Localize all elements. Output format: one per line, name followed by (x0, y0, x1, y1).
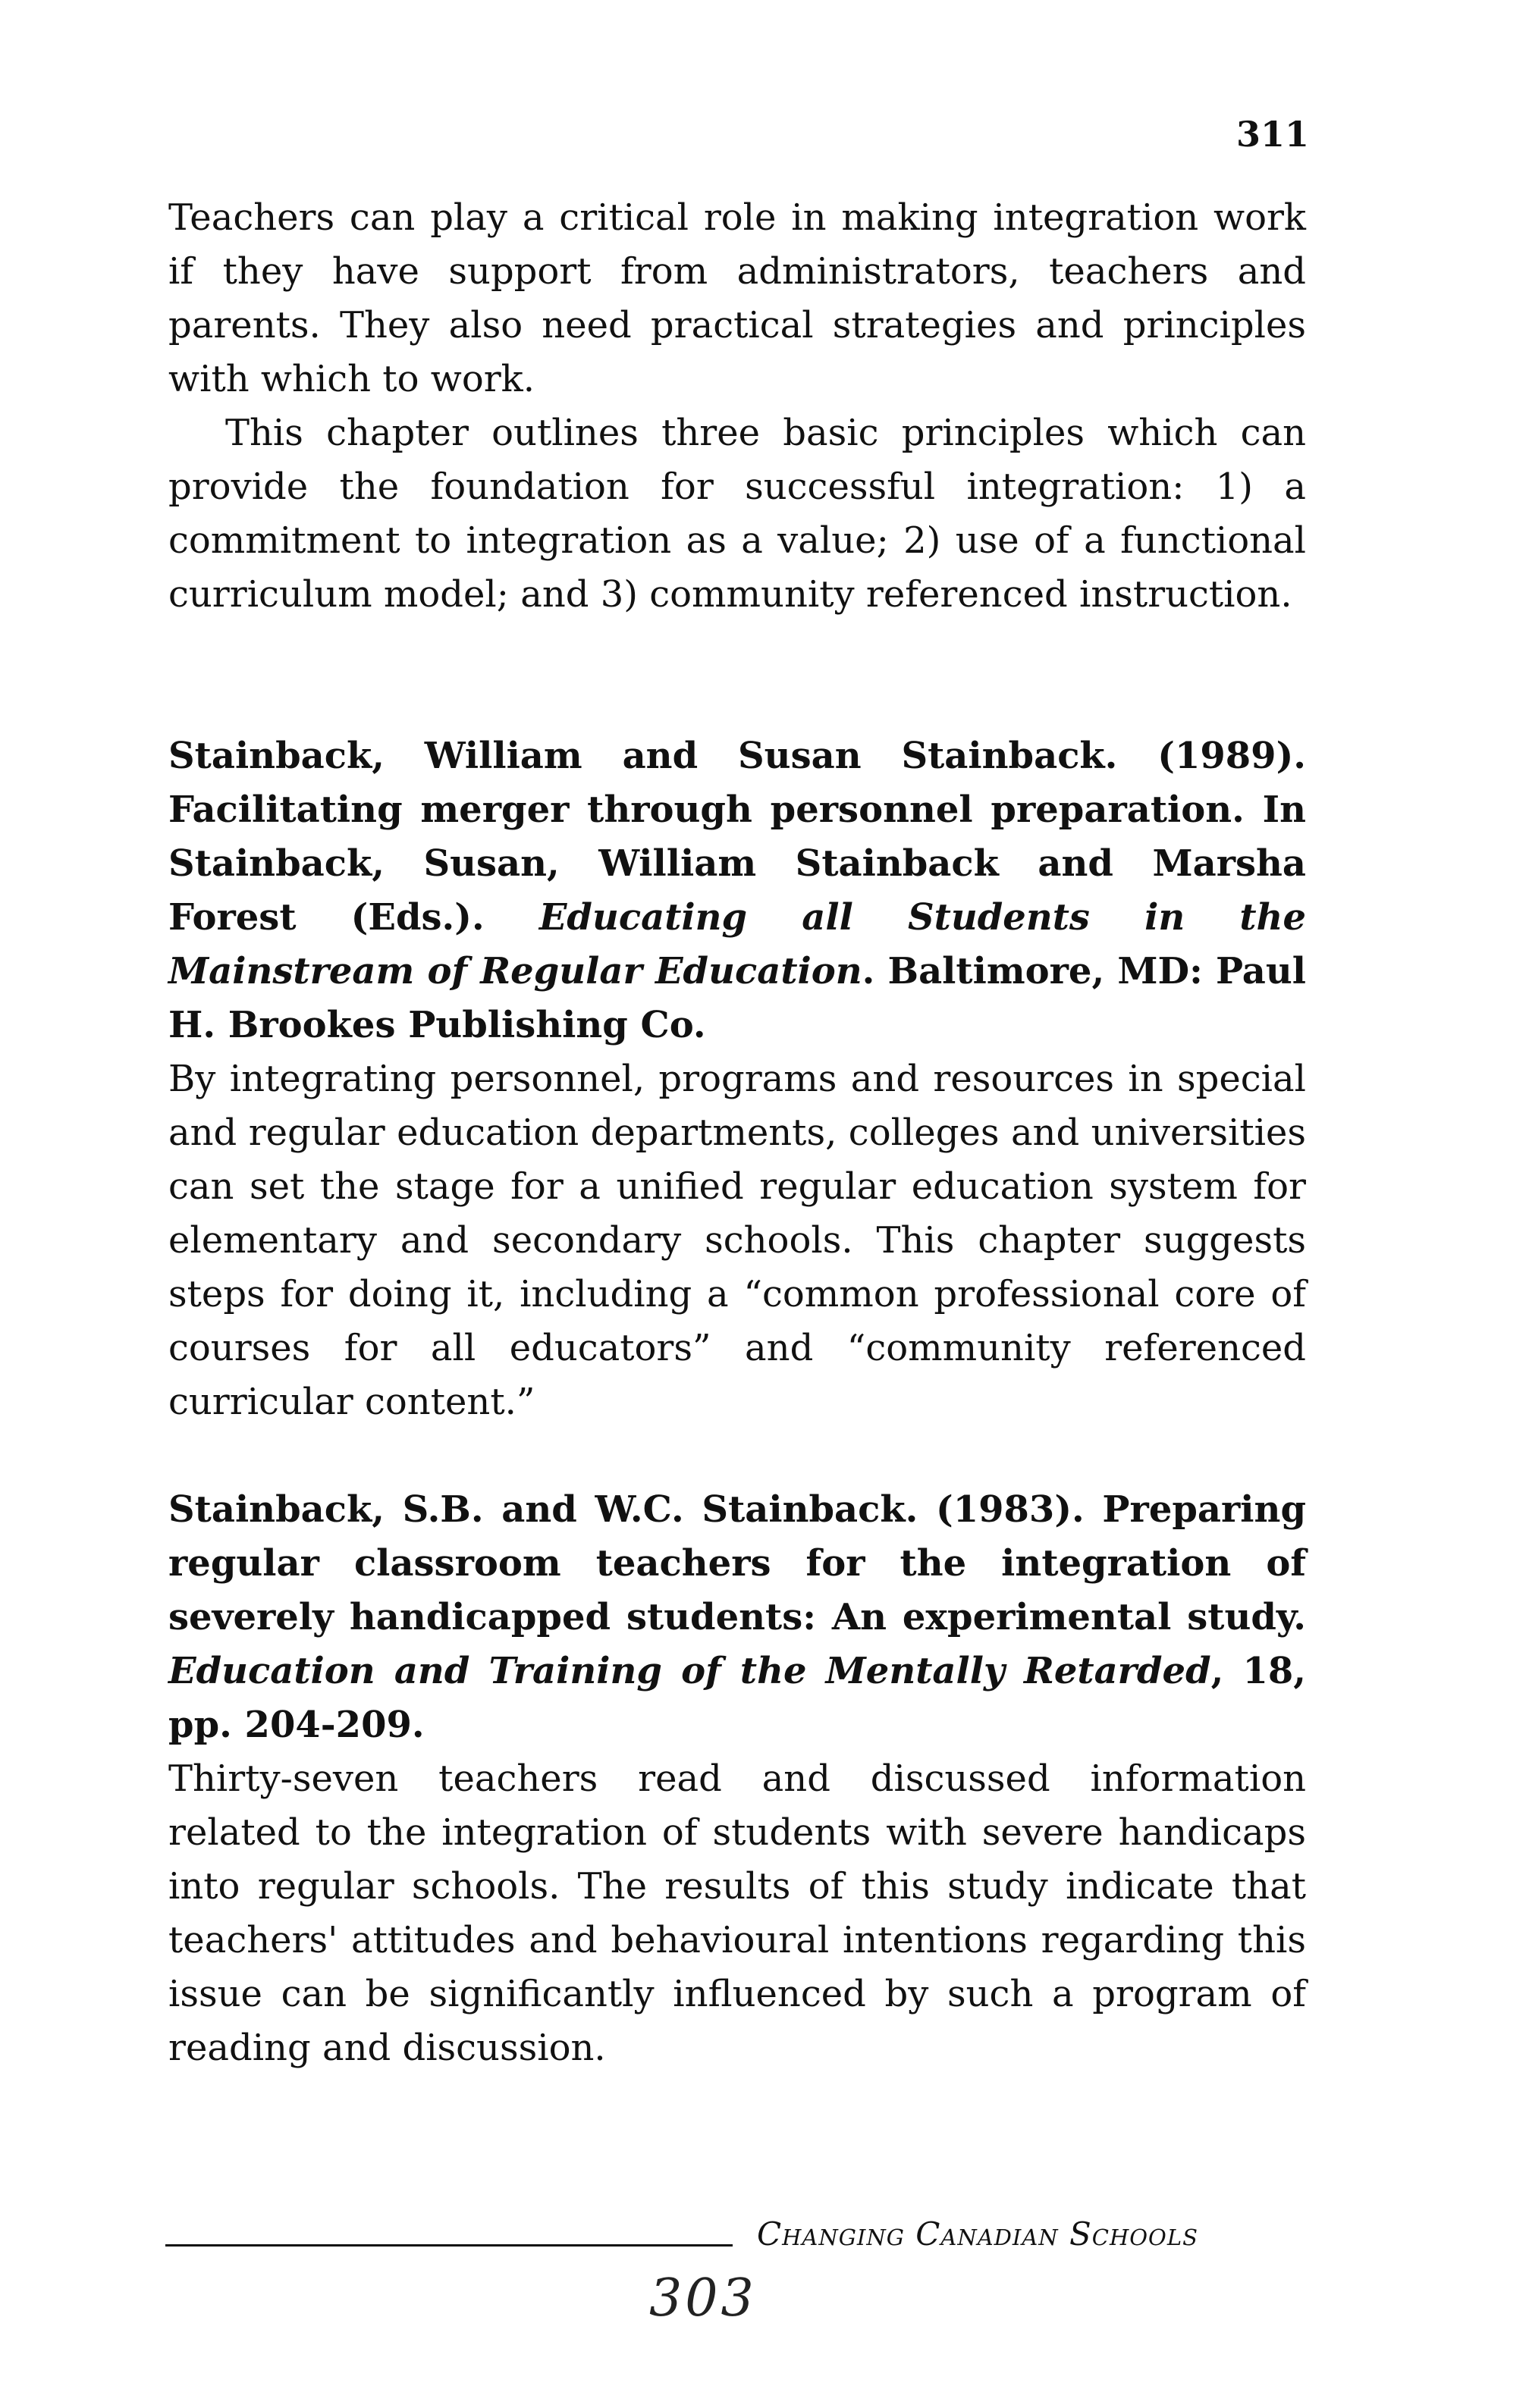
running-footer-title: Changing Canadian Schools (757, 2215, 1198, 2253)
bibliography-entry (168, 729, 1306, 1429)
citation-book-title: Educating all Students in the Mainstream of Regular Education (168, 896, 1306, 992)
intro-paragraph: Teachers can play a critical role in making integration work if they have support from administrators, teachers and parents. They also need practical strategies and principles with which to work. (168, 196, 1306, 400)
citation (168, 1483, 1306, 1752)
annotation: By integrating personnel, programs and resources in special and regular education departments, colleges and universities can set the stage for a unified regular education system for elementary and secondary schools. This chapter suggests steps for doing it, including a “common professional core of courses for all educators” and “community referenced curricular content.” (168, 1058, 1306, 1423)
bibliography-entry (168, 1483, 1306, 2075)
citation-volume-pages: , 18, pp. 204-209. (168, 1650, 1306, 1746)
footer-rule (165, 2244, 733, 2247)
citation (168, 729, 1306, 1052)
page-number: 311 (1235, 114, 1309, 155)
annotation: Thirty-seven teachers read and discussed information related to the integration of students with severe handicaps into regular schools. The results of this study indicate that teachers' attitudes and behavioural intentions regarding this issue can be significantly influenced by such a program of reading and discussion. (168, 1757, 1306, 2069)
citation-journal-title: Education and Training of the Mentally Retarded (168, 1650, 1211, 1692)
citation-publisher: . Baltimore, MD: Paul H. Brookes Publishing Co. (168, 950, 1306, 1046)
citation-authors: Stainback, S.B. and W.C. Stainback. (1983). Preparing regular classroom teachers for the integration of severely handicapped students: An experimental study. (168, 1488, 1306, 1638)
page-stamp: 303 (649, 2268, 757, 2328)
intro-paragraph: This chapter outlines three basic principles which can provide the foundation for successful integration: 1) a commitment to integration as a value; 2) use of a functional curriculum model; and 3) community referenced instruction. (168, 412, 1306, 616)
citation-authors: Stainback, William and Susan Stainback. (1989). Facilitating merger through personnel preparation. In Stainback, Susan, William Stainback and Marsha Forest (Eds.). (168, 735, 1306, 939)
intro-section (168, 191, 1306, 622)
